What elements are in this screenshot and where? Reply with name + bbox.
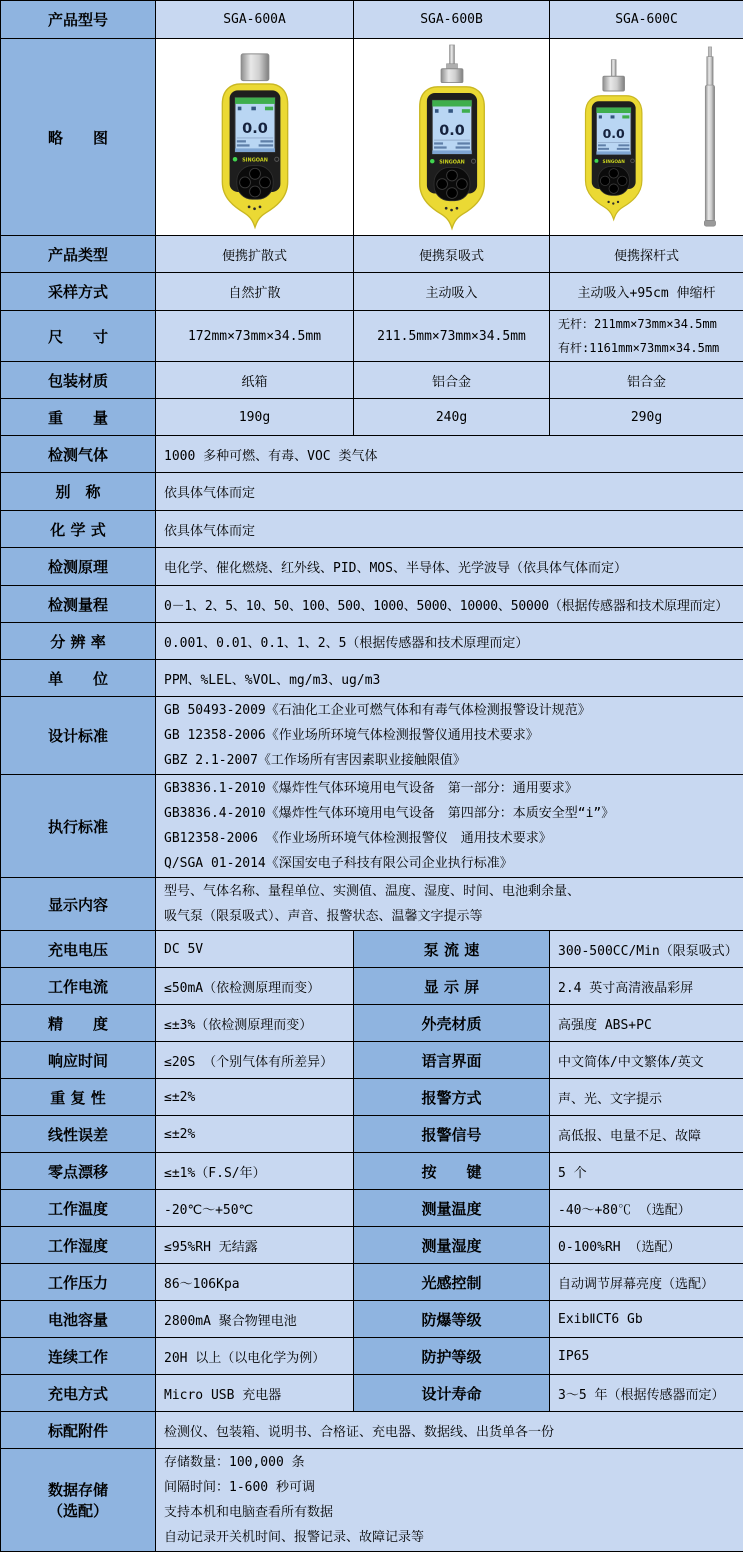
spec-value-c: 主动吸入+95cm 伸缩杆	[550, 273, 743, 311]
standard-line: Q/SGA 01-2014《深国安电子科技有限公司企业执行标准》	[164, 851, 739, 876]
spec-value: 依具体气体而定	[156, 473, 743, 511]
table-row-charging-method	[1, 1375, 743, 1412]
spec-label: 外壳材质	[354, 1005, 550, 1042]
standard-line: GBZ 2.1-2007《工作场所有害因素职业接触限值》	[164, 748, 739, 773]
table-row-packaging	[1, 362, 743, 399]
table-row-design-standard	[1, 697, 743, 775]
spec-value: 2.4 英寸高清液晶彩屏	[550, 968, 743, 1005]
table-row-weight	[1, 399, 743, 436]
model-name-a: SGA-600A	[156, 1, 354, 39]
device-photo-sga-600a	[157, 40, 353, 235]
table-row-working-temp	[1, 1190, 743, 1227]
spec-label: 充电方式	[1, 1375, 156, 1412]
spec-value: 300-500CC/Min（限泵吸式）	[550, 931, 743, 968]
spec-value: -20℃～+50℃	[156, 1190, 354, 1227]
spec-label: 重 量	[1, 399, 156, 436]
telescopic-rod-base	[704, 220, 715, 226]
storage-line: 存储数量：100,000 条	[164, 1450, 739, 1475]
spec-label: 防爆等级	[354, 1301, 550, 1338]
spec-value: 0.001、0.01、0.1、1、2、5（根据传感器和技术原理而定）	[156, 623, 743, 660]
sensor-cap	[241, 53, 269, 80]
spec-value-a: 纸箱	[156, 362, 354, 399]
spec-label: 报警信号	[354, 1116, 550, 1153]
spec-value: ≤±1%（F.S/年）	[156, 1153, 354, 1190]
device-photo-sga-600b	[354, 40, 550, 235]
spec-label: 测量温度	[354, 1190, 550, 1227]
spec-value: 20H 以上（以电化学为例）	[156, 1338, 354, 1375]
model-name-b: SGA-600B	[354, 1, 550, 39]
pump-probe	[611, 59, 616, 78]
spec-value: 86～106Kpa	[156, 1264, 354, 1301]
telescopic-rod-body	[705, 85, 714, 221]
spec-label: 响应时间	[1, 1042, 156, 1079]
display-line: 型号、气体名称、量程单位、实测值、温度、湿度、时间、电池剩余量、	[164, 879, 739, 904]
spec-label: 零点漂移	[1, 1153, 156, 1190]
spec-value: ≤95%RH 无结露	[156, 1227, 354, 1264]
standard-line: GB3836.4-2010《爆炸性气体环境用电气设备 第四部分：本质安全型“i”》	[164, 801, 739, 826]
spec-value: IP65	[550, 1338, 743, 1375]
spec-value: 0-100%RH （选配）	[550, 1227, 743, 1264]
spec-label: 线性误差	[1, 1116, 156, 1153]
spec-value: PPM、%LEL、%VOL、mg/m3、ug/m3	[156, 660, 743, 697]
spec-value: 5 个	[550, 1153, 743, 1190]
spec-label: 报警方式	[354, 1079, 550, 1116]
spec-label: 语言界面	[354, 1042, 550, 1079]
spec-label: 工作电流	[1, 968, 156, 1005]
spec-value-b: 240g	[354, 399, 550, 436]
spec-label: 化 学 式	[1, 511, 156, 548]
spec-value: 0－1、2、5、10、50、100、500、1000、5000、10000、50000（根据传感器和技术原理而定）	[156, 586, 743, 623]
display-line: 吸气泵（限泵吸式）、声音、报警状态、温馨文字提示等	[164, 904, 739, 929]
spec-label: 显 示 屏	[354, 968, 550, 1005]
spec-label: 光感控制	[354, 1264, 550, 1301]
table-row-product-type	[1, 236, 743, 273]
spec-value: 2800mA 聚合物锂电池	[156, 1301, 354, 1338]
spec-label	[1, 1449, 156, 1552]
spec-label: 产品类型	[1, 236, 156, 273]
photo-cell-sga-600c	[550, 39, 743, 236]
table-row-unit	[1, 660, 743, 697]
spec-label: 电池容量	[1, 1301, 156, 1338]
table-row-principle	[1, 548, 743, 586]
spec-value: 3～5 年（根据传感器而定）	[550, 1375, 743, 1412]
storage-label-line1: 数据存储	[2, 1479, 154, 1500]
spec-value: Micro USB 充电器	[156, 1375, 354, 1412]
spec-value-b: 铝合金	[354, 362, 550, 399]
spec-value-c: 便携探杆式	[550, 236, 743, 273]
standard-line: GB12358-2006 《作业场所环境气体检测报警仪 通用技术要求》	[164, 826, 739, 851]
spec-value	[156, 878, 743, 931]
storage-line: 自动记录开关机时间、报警记录、故障记录等	[164, 1525, 739, 1550]
table-row-working-humidity	[1, 1227, 743, 1264]
telescopic-rod-upper	[706, 56, 712, 85]
spec-label: 泵 流 速	[354, 931, 550, 968]
spec-value-b: 211.5mm×73mm×34.5mm	[354, 311, 550, 362]
spec-label: 执行标准	[1, 775, 156, 878]
telescopic-rod-tip	[708, 46, 711, 57]
header-row	[1, 1, 743, 39]
model-name-c: SGA-600C	[550, 1, 743, 39]
spec-value: 高强度 ABS+PC	[550, 1005, 743, 1042]
spec-value-c	[550, 311, 743, 362]
table-row-range	[1, 586, 743, 623]
table-row-working-current	[1, 968, 743, 1005]
spec-value-a: 便携扩散式	[156, 236, 354, 273]
spec-label: 包装材质	[1, 362, 156, 399]
spec-label: 检测气体	[1, 436, 156, 473]
dimension-no-rod: 无杆：211mm×73mm×34.5mm	[558, 312, 739, 336]
spec-value-c: 290g	[550, 399, 743, 436]
sketch-label: 略 图	[1, 39, 156, 236]
spec-label: 采样方式	[1, 273, 156, 311]
spec-value-b: 便携泵吸式	[354, 236, 550, 273]
table-row-dimensions	[1, 311, 743, 362]
pump-probe	[450, 44, 455, 65]
table-row-alias	[1, 473, 743, 511]
spec-value: 自动调节屏幕亮度（选配）	[550, 1264, 743, 1301]
table-row-sampling	[1, 273, 743, 311]
spec-value	[156, 775, 743, 878]
spec-value: -40～+80℃ （选配）	[550, 1190, 743, 1227]
standard-line: GB 50493-2009《石油化工企业可燃气体和有毒气体检测报警设计规范》	[164, 698, 739, 723]
table-row-battery	[1, 1301, 743, 1338]
photo-cell-sga-600a	[156, 39, 354, 236]
table-row-repeatability	[1, 1079, 743, 1116]
table-row-zero-drift	[1, 1153, 743, 1190]
table-row-display-content	[1, 878, 743, 931]
table-row-resolution	[1, 623, 743, 660]
spec-value: ≤±2%	[156, 1079, 354, 1116]
sketch-row	[1, 39, 743, 236]
standard-line: GB3836.1-2010《爆炸性气体环境用电气设备 第一部分：通用要求》	[164, 776, 739, 801]
spec-value-a: 172mm×73mm×34.5mm	[156, 311, 354, 362]
table-row-data-storage	[1, 1449, 743, 1552]
spec-value: ≤20S （个别气体有所差异）	[156, 1042, 354, 1079]
spec-value: ExibⅡCT6 Gb	[550, 1301, 743, 1338]
spec-value-c: 铝合金	[550, 362, 743, 399]
spec-value	[156, 1449, 743, 1552]
spec-label: 显示内容	[1, 878, 156, 931]
spec-label: 连续工作	[1, 1338, 156, 1375]
spec-label: 重 复 性	[1, 1079, 156, 1116]
spec-label: 检测原理	[1, 548, 156, 586]
spec-label: 设计标准	[1, 697, 156, 775]
spec-value: 电化学、催化燃烧、红外线、PID、MOS、半导体、光学波导（依具体气体而定）	[156, 548, 743, 586]
spec-label: 防护等级	[354, 1338, 550, 1375]
spec-value: 检测仪、包装箱、说明书、合格证、充电器、数据线、出货单各一份	[156, 1412, 743, 1449]
storage-line: 支持本机和电脑查看所有数据	[164, 1500, 739, 1525]
device-photo-sga-600c	[551, 40, 743, 235]
header-label: 产品型号	[1, 1, 156, 39]
table-row-charge-voltage	[1, 931, 743, 968]
spec-label: 工作湿度	[1, 1227, 156, 1264]
spec-label: 检测量程	[1, 586, 156, 623]
spec-label: 分 辨 率	[1, 623, 156, 660]
probe-collar	[441, 68, 463, 82]
spec-value: ≤50mA（依检测原理而变）	[156, 968, 354, 1005]
table-row-continuous-work	[1, 1338, 743, 1375]
spec-value: ≤±2%	[156, 1116, 354, 1153]
probe-collar	[602, 76, 624, 91]
spec-label: 尺 寸	[1, 311, 156, 362]
table-row-response-time	[1, 1042, 743, 1079]
table-row-exec-standard	[1, 775, 743, 878]
spec-label: 测量湿度	[354, 1227, 550, 1264]
spec-label: 别 称	[1, 473, 156, 511]
spec-label: 标配附件	[1, 1412, 156, 1449]
table-row-working-pressure	[1, 1264, 743, 1301]
spec-label: 精 度	[1, 1005, 156, 1042]
spec-label: 工作温度	[1, 1190, 156, 1227]
spec-label: 按 键	[354, 1153, 550, 1190]
photo-cell-sga-600b	[354, 39, 550, 236]
spec-value-b: 主动吸入	[354, 273, 550, 311]
storage-label-line2: （选配）	[2, 1500, 154, 1521]
spec-value: DC 5V	[156, 931, 354, 968]
spec-value: ≤±3%（依检测原理而变）	[156, 1005, 354, 1042]
table-row-formula	[1, 511, 743, 548]
spec-value: 1000 多种可燃、有毒、VOC 类气体	[156, 436, 743, 473]
table-row-accuracy	[1, 1005, 743, 1042]
spec-value	[156, 697, 743, 775]
spec-value-a: 自然扩散	[156, 273, 354, 311]
spec-label: 设计寿命	[354, 1375, 550, 1412]
spec-value-a: 190g	[156, 399, 354, 436]
table-row-linearity	[1, 1116, 743, 1153]
dimension-with-rod: 有杆:1161mm×73mm×34.5mm	[558, 336, 739, 360]
spec-label: 单 位	[1, 660, 156, 697]
spec-value: 依具体气体而定	[156, 511, 743, 548]
table-row-accessories	[1, 1412, 743, 1449]
storage-line: 间隔时间：1-600 秒可调	[164, 1475, 739, 1500]
spec-label: 工作压力	[1, 1264, 156, 1301]
spec-label: 充电电压	[1, 931, 156, 968]
spec-value: 中文简体/中文繁体/英文	[550, 1042, 743, 1079]
spec-value: 声、光、文字提示	[550, 1079, 743, 1116]
table-row-gas	[1, 436, 743, 473]
spec-value: 高低报、电量不足、故障	[550, 1116, 743, 1153]
standard-line: GB 12358-2006《作业场所环境气体检测报警仪通用技术要求》	[164, 723, 739, 748]
